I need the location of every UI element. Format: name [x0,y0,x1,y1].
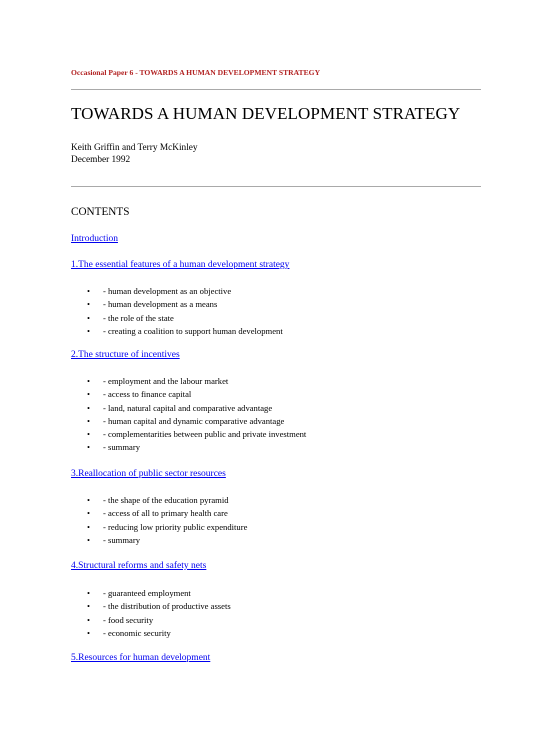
toc-link-section-5[interactable]: 5.Resources for human development [71,653,211,663]
bullet-icon: • [87,312,91,323]
list-item: • - the shape of the education pyramid [71,494,247,507]
bullet-icon: • [87,402,91,413]
list-item: • - guaranteed employment [71,587,231,600]
list-item: • - access of all to primary health care [71,507,247,520]
document-title: TOWARDS A HUMAN DEVELOPMENT STRATEGY [71,104,461,123]
bullet-icon: • [87,521,91,532]
bullet-icon: • [87,415,91,426]
bullet-icon: • [87,299,91,310]
bullet-icon: • [87,389,91,400]
toc-link-introduction[interactable]: Introduction [71,234,118,244]
bullet-icon: • [87,627,91,638]
contents-heading: CONTENTS [71,206,130,218]
list-item: • - the distribution of productive assets [71,600,231,613]
publication-date: December 1992 [71,155,131,165]
list-item: • - human capital and dynamic comparative advantage [71,415,306,428]
bullet-icon: • [87,601,91,612]
bullet-icon: • [87,376,91,386]
header-note: Occasional Paper 6 - TOWARDS A HUMAN DEVELOPMENT STRATEGY [71,68,321,77]
list-item: • - access to finance capital [71,388,306,401]
list-item: • - food security [71,614,231,627]
list-item: • - complementarities between public and private investment [71,428,306,441]
list-item: • - human development as an objective [71,285,283,298]
section-4-topics [71,587,231,640]
byline [71,142,198,166]
list-item: • - creating a coalition to support human development [71,325,283,338]
bullet-icon: • [87,508,91,519]
bullet-icon: • [87,442,91,453]
list-item: • - reducing low priority public expenditure [71,521,247,534]
list-item: • - summary [71,441,306,454]
bullet-icon: • [87,429,91,440]
bullet-icon: • [87,286,91,296]
bullet-icon: • [87,534,91,545]
toc-link-section-2[interactable]: 2.The structure of incentives [71,350,180,360]
toc-link-section-1[interactable]: 1.The essential features of a human development strategy [71,260,290,270]
list-item: • - the role of the state [71,312,283,325]
middle-divider [71,186,481,187]
bullet-icon: • [87,495,91,505]
list-item: • - land, natural capital and comparative advantage [71,402,306,415]
list-item: • - employment and the labour market [71,375,306,388]
section-3-topics [71,494,247,547]
bullet-icon: • [87,325,91,336]
toc-link-section-3[interactable]: 3.Reallocation of public sector resources [71,469,226,479]
section-1-topics [71,285,283,338]
list-item: • - summary [71,534,247,547]
toc-link-section-4[interactable]: 4.Structural reforms and safety nets [71,561,207,571]
bullet-icon: • [87,588,91,598]
list-item: • - economic security [71,627,231,640]
authors: Keith Griffin and Terry McKinley [71,143,198,153]
section-2-topics [71,375,306,455]
list-item: • - human development as a means [71,298,283,311]
bullet-icon: • [87,614,91,625]
top-divider [71,89,481,90]
